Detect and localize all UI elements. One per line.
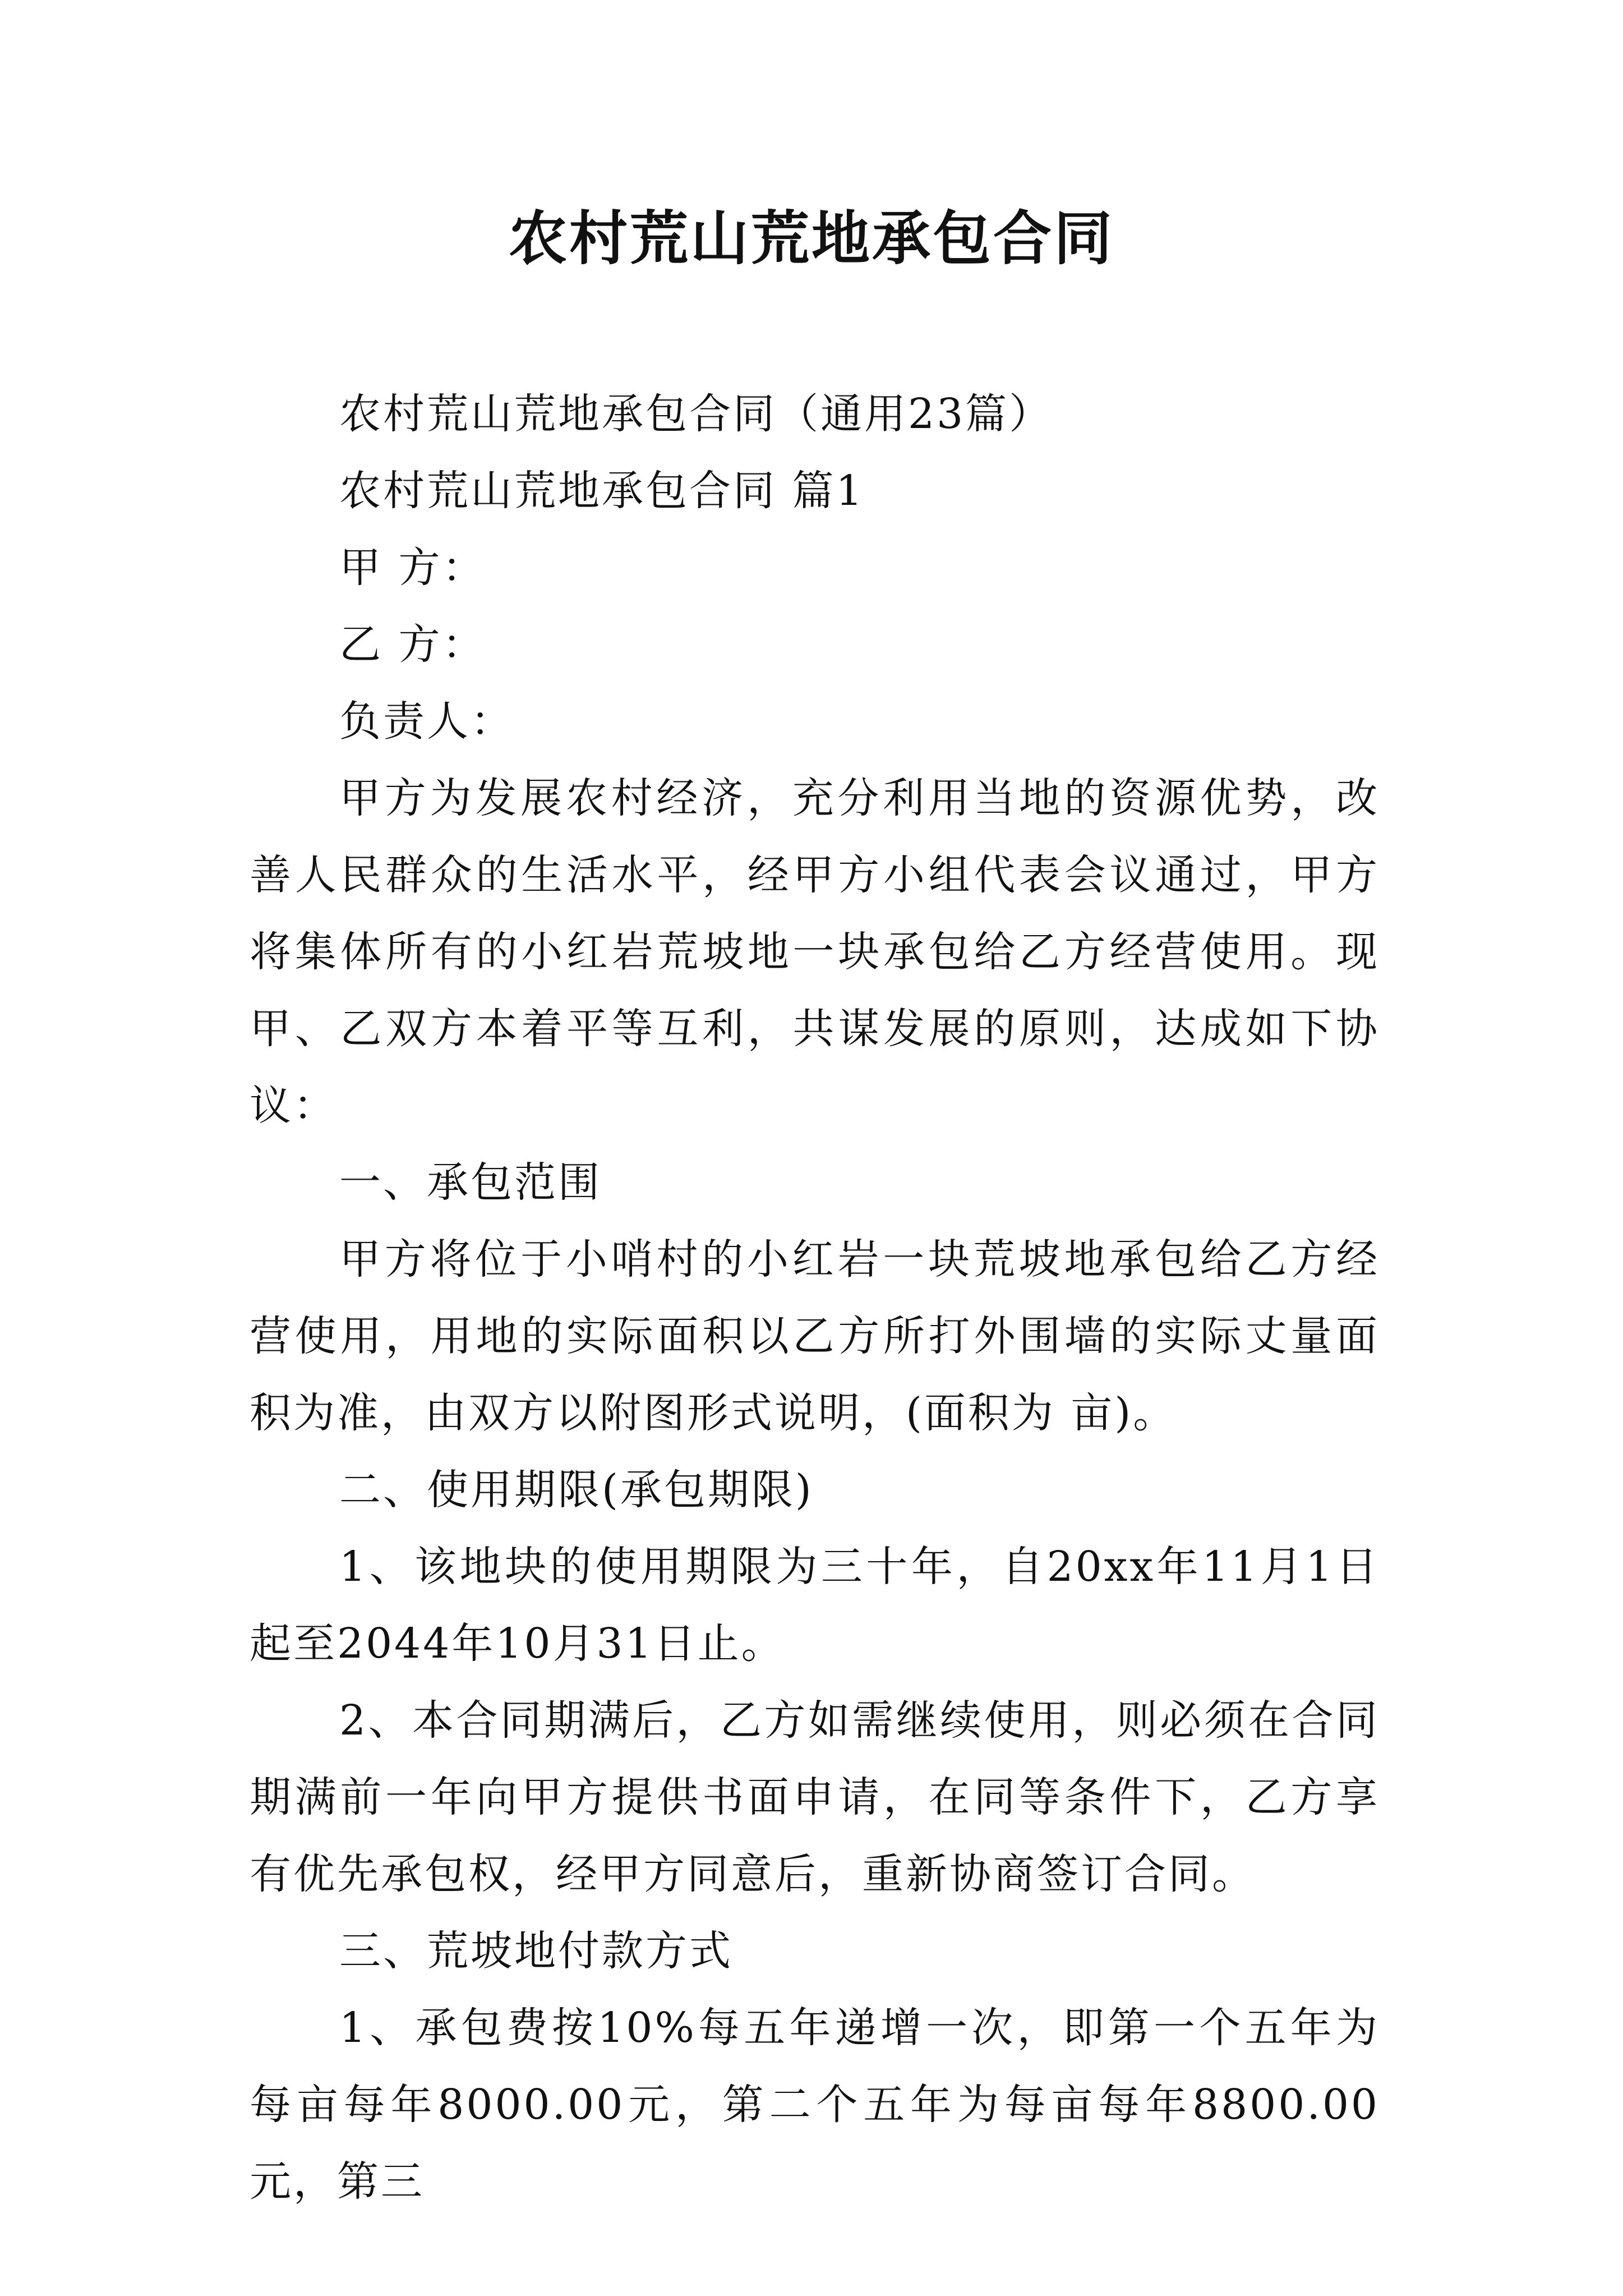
paragraph-party-b: 乙 方： — [339, 620, 486, 669]
document-title: 农村荒山荒地承包合同 — [508, 204, 1114, 273]
paragraph-responsible-person: 负责人： — [339, 697, 514, 746]
paragraph-heading-scope: 一、承包范围 — [339, 1158, 602, 1207]
paragraph-preamble: 甲方为发展农村经济，充分利用当地的资源优势，改善人民群众的生活水平，经甲方小组代表会议通过，甲方将集体所有的小红岩荒坡地一块承包给乙方经营使用。现甲、乙双方本着平等互利，共谋发展的原则，达成如下协议： — [250, 774, 1380, 1130]
paragraph-party-a: 甲 方： — [339, 544, 486, 592]
paragraph-term-1: 1、该地块的使用期限为三十年，自20xx年11月1日起至2044年10月31日止。 — [250, 1543, 1380, 1668]
document-body — [250, 376, 1380, 2220]
paragraph-scope-body: 甲方将位于小哨村的小红岩一块荒坡地承包给乙方经营使用，用地的实际面积以乙方所打外围墙的实际丈量面积为准，由双方以附图形式说明，(面积为 亩)。 — [250, 1235, 1380, 1437]
paragraph-subtitle: 农村荒山荒地承包合同（通用23篇） — [339, 390, 1053, 438]
paragraph-section-heading: 农村荒山荒地承包合同 篇1 — [339, 467, 865, 515]
paragraph-heading-payment: 三、荒坡地付款方式 — [339, 1927, 733, 1975]
paragraph-heading-term: 二、使用期限(承包期限) — [339, 1466, 814, 1514]
paragraph-term-2: 2、本合同期满后，乙方如需继续使用，则必须在合同期满前一年向甲方提供书面申请，在同等条件下，乙方享有优先承包权，经甲方同意后，重新协商签订合同。 — [250, 1696, 1380, 1898]
paragraph-payment-1: 1、承包费按10%每五年递增一次，即第一个五年为每亩每年8000.00元，第二个五年为每亩每年8800.00元，第三 — [250, 2004, 1380, 2206]
